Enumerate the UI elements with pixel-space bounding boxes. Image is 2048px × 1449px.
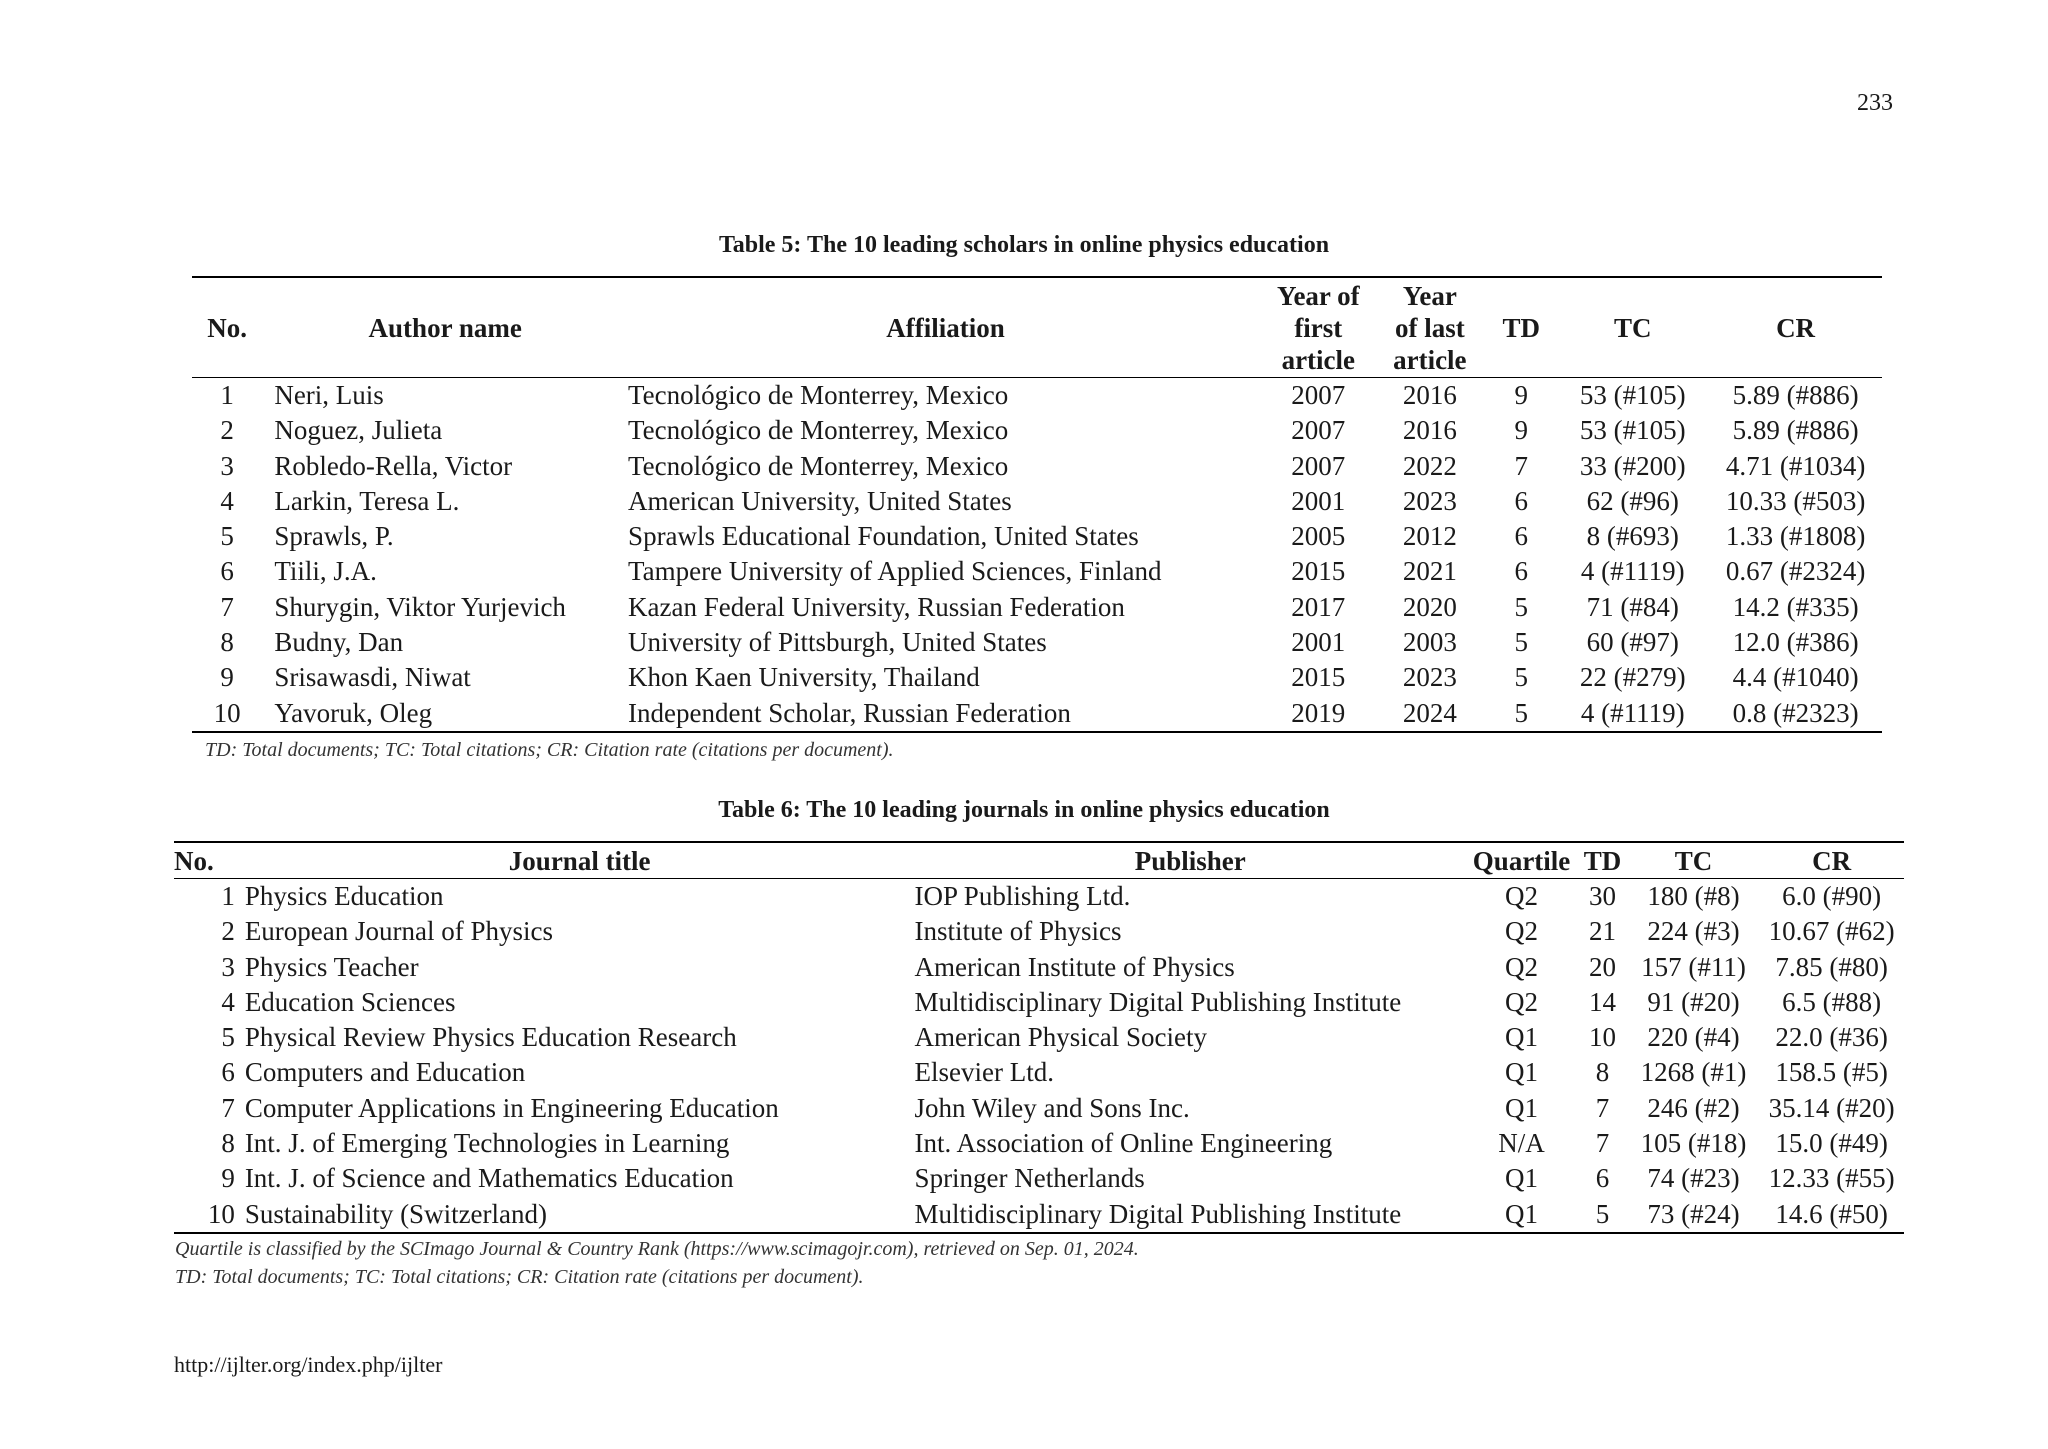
cell-year-last: 2012 — [1402, 521, 1457, 552]
table6-note-abbreviations: TD: Total documents; TC: Total citations; CR: Citation rate (citations per document). — [175, 1266, 864, 1288]
cell-td: 5 — [1595, 1198, 1610, 1229]
table-row — [192, 554, 1882, 589]
cell-tc: 4 (#1119) — [1580, 556, 1685, 587]
cell-journal-title: Computer Applications in Engineering Education — [244, 1092, 779, 1123]
cell-cr: 7.85 (#80) — [1775, 951, 1888, 982]
cell-td: 6 — [1595, 1163, 1610, 1194]
cell-cr: 14.2 (#335) — [1732, 591, 1859, 622]
cell-affiliation: Tecnológico de Monterrey, Mexico — [628, 415, 1009, 446]
cell-quartile: Q1 — [1505, 1163, 1539, 1194]
table-row — [192, 660, 1882, 695]
header-cr: CR — [1709, 277, 1882, 378]
cell-cr: 6.0 (#90) — [1782, 881, 1882, 911]
cell-author-name: Budny, Dan — [274, 627, 404, 658]
cell-no: 9 — [221, 1163, 235, 1194]
cell-no: 9 — [220, 662, 234, 693]
header-td: TD — [1486, 277, 1556, 378]
cell-no: 3 — [220, 450, 234, 481]
cell-cr: 10.33 (#503) — [1725, 485, 1866, 516]
cell-year-first: 2017 — [1291, 591, 1346, 622]
cell-td: 7 — [1595, 1092, 1610, 1123]
cell-no: 7 — [220, 591, 234, 622]
cell-publisher: Institute of Physics — [914, 916, 1122, 947]
cell-journal-title: Physical Review Physics Education Research — [244, 1022, 737, 1053]
table-row — [174, 879, 1904, 915]
cell-tc: 91 (#20) — [1647, 986, 1740, 1017]
cell-author-name: Tiili, J.A. — [274, 556, 377, 587]
table-row — [174, 1055, 1904, 1090]
cell-td: 5 — [1514, 591, 1528, 622]
cell-no: 1 — [220, 380, 234, 410]
cell-tc: 33 (#200) — [1579, 450, 1686, 481]
table-row — [174, 950, 1904, 985]
table-row — [174, 914, 1904, 949]
header-year-last-article — [1374, 277, 1487, 378]
cell-no: 5 — [221, 1022, 235, 1053]
cell-year-last: 2016 — [1402, 380, 1457, 410]
cell-td: 21 — [1588, 916, 1616, 947]
table-row — [174, 1020, 1904, 1055]
cell-affiliation: University of Pittsburgh, United States — [628, 627, 1047, 658]
cell-tc: 4 (#1119) — [1580, 697, 1685, 728]
cell-td: 7 — [1595, 1128, 1610, 1159]
cell-cr: 22.0 (#36) — [1775, 1022, 1888, 1053]
header-year-first-line2: first — [1294, 312, 1343, 343]
cell-tc: 53 (#105) — [1579, 415, 1686, 446]
cell-no: 1 — [221, 881, 235, 911]
header-affiliation: Affiliation — [628, 277, 1263, 378]
cell-cr: 0.67 (#2324) — [1725, 556, 1866, 587]
cell-td: 14 — [1588, 986, 1616, 1017]
cell-td: 10 — [1588, 1022, 1616, 1053]
cell-author-name: Shurygin, Viktor Yurjevich — [274, 591, 566, 622]
table6-body — [174, 879, 1904, 1233]
cell-publisher: John Wiley and Sons Inc. — [914, 1092, 1190, 1123]
cell-td: 5 — [1514, 627, 1528, 658]
cell-quartile: Q2 — [1505, 916, 1539, 947]
cell-year-first: 2015 — [1291, 556, 1346, 587]
header-journal-title: Journal title — [245, 842, 915, 879]
header-publisher: Publisher — [915, 842, 1466, 879]
cell-no: 8 — [221, 1128, 235, 1159]
cell-td: 8 — [1595, 1057, 1610, 1088]
cell-cr: 0.8 (#2323) — [1732, 697, 1859, 728]
cell-tc: 74 (#23) — [1647, 1163, 1740, 1194]
cell-journal-title: Physics Teacher — [244, 951, 419, 982]
table5-header-row — [192, 277, 1882, 378]
header-quartile: Quartile — [1466, 842, 1577, 879]
cell-publisher: American Physical Society — [914, 1022, 1207, 1053]
cell-author-name: Neri, Luis — [274, 380, 384, 410]
cell-year-last: 2021 — [1402, 556, 1457, 587]
cell-no: 3 — [221, 951, 235, 982]
header-year-first-line1: Year of — [1276, 280, 1360, 311]
cell-year-first: 2019 — [1291, 697, 1346, 728]
cell-td: 7 — [1514, 450, 1528, 481]
cell-no: 6 — [221, 1057, 235, 1088]
cell-quartile: Q1 — [1505, 1022, 1539, 1053]
header-year-last-line1: Year — [1402, 280, 1457, 311]
cell-quartile: Q1 — [1505, 1092, 1539, 1123]
cell-tc: 62 (#96) — [1586, 485, 1679, 516]
cell-no: 5 — [220, 521, 234, 552]
cell-tc: 224 (#3) — [1647, 916, 1740, 947]
table-row — [192, 484, 1882, 519]
cell-tc: 60 (#97) — [1586, 627, 1679, 658]
cell-td: 9 — [1514, 415, 1528, 446]
header-tc: TC — [1556, 277, 1709, 378]
cell-tc: 220 (#4) — [1647, 1022, 1740, 1053]
cell-author-name: Noguez, Julieta — [274, 415, 443, 446]
cell-cr: 10.67 (#62) — [1768, 916, 1895, 947]
table-row — [174, 1091, 1904, 1126]
table-row — [192, 590, 1882, 625]
cell-quartile: N/A — [1498, 1128, 1545, 1159]
cell-no: 4 — [220, 485, 234, 516]
cell-tc: 105 (#18) — [1640, 1128, 1747, 1159]
cell-cr: 4.71 (#1034) — [1725, 450, 1866, 481]
cell-quartile: Q2 — [1505, 951, 1539, 982]
cell-publisher: Springer Netherlands — [914, 1163, 1145, 1194]
cell-no: 10 — [213, 697, 241, 728]
table5-note: TD: Total documents; TC: Total citations; CR: Citation rate (citations per document). — [205, 739, 894, 761]
cell-cr: 5.89 (#886) — [1732, 380, 1859, 410]
cell-cr: 14.6 (#50) — [1775, 1198, 1888, 1229]
header-year-last-line2: of last — [1394, 312, 1465, 343]
cell-td: 30 — [1588, 881, 1616, 911]
cell-no: 7 — [221, 1092, 235, 1123]
table6-header-row — [174, 842, 1904, 879]
cell-td: 6 — [1514, 521, 1528, 552]
cell-td: 6 — [1514, 556, 1528, 587]
cell-cr: 12.33 (#55) — [1768, 1163, 1895, 1194]
cell-tc: 71 (#84) — [1586, 591, 1679, 622]
cell-tc: 73 (#24) — [1647, 1198, 1740, 1229]
cell-no: 8 — [220, 627, 234, 658]
cell-affiliation: Independent Scholar, Russian Federation — [628, 697, 1071, 728]
cell-td: 20 — [1588, 951, 1616, 982]
header-td: TD — [1577, 842, 1628, 879]
cell-year-first: 2001 — [1291, 627, 1346, 658]
cell-journal-title: Physics Education — [244, 881, 444, 911]
cell-year-last: 2023 — [1402, 485, 1457, 516]
header-author-name: Author name — [262, 277, 628, 378]
header-year-first-article — [1263, 277, 1374, 378]
cell-publisher: Int. Association of Online Engineering — [914, 1128, 1333, 1159]
cell-tc: 180 (#8) — [1647, 881, 1740, 911]
cell-author-name: Sprawls, P. — [274, 521, 394, 552]
cell-journal-title: Int. J. of Science and Mathematics Education — [244, 1163, 734, 1194]
table5-caption: Table 5: The 10 leading scholars in online physics education — [718, 232, 1330, 258]
cell-journal-title: Education Sciences — [244, 986, 456, 1017]
cell-cr: 12.0 (#386) — [1732, 627, 1859, 658]
table-row — [192, 413, 1882, 448]
cell-year-first: 2001 — [1291, 485, 1346, 516]
cell-cr: 35.14 (#20) — [1768, 1092, 1895, 1123]
cell-td: 6 — [1514, 485, 1528, 516]
table-row — [192, 696, 1882, 732]
header-no: No. — [174, 842, 245, 879]
cell-author-name: Robledo-Rella, Victor — [274, 450, 513, 481]
cell-publisher: Elsevier Ltd. — [914, 1057, 1055, 1088]
cell-cr: 6.5 (#88) — [1782, 986, 1882, 1017]
table-row — [174, 1126, 1904, 1161]
cell-year-first: 2007 — [1291, 380, 1346, 410]
cell-author-name: Yavoruk, Oleg — [274, 697, 433, 728]
cell-tc: 8 (#693) — [1586, 521, 1679, 552]
cell-td: 5 — [1514, 662, 1528, 693]
cell-quartile: Q2 — [1505, 881, 1539, 911]
header-tc: TC — [1628, 842, 1760, 879]
table-row — [192, 378, 1882, 414]
cell-year-last: 2003 — [1402, 627, 1457, 658]
cell-year-last: 2024 — [1402, 697, 1457, 728]
cell-affiliation: Tecnológico de Monterrey, Mexico — [628, 450, 1009, 481]
cell-year-last: 2020 — [1402, 591, 1457, 622]
header-year-last-line3: article — [1393, 344, 1467, 375]
cell-journal-title: Sustainability (Switzerland) — [244, 1198, 548, 1229]
page-number: 233 — [1857, 90, 1893, 116]
cell-no: 2 — [220, 415, 234, 446]
cell-tc: 246 (#2) — [1647, 1092, 1740, 1123]
cell-tc: 157 (#11) — [1641, 951, 1746, 982]
cell-td: 5 — [1514, 697, 1528, 728]
cell-year-first: 2007 — [1291, 450, 1346, 481]
cell-cr: 4.4 (#1040) — [1732, 662, 1859, 693]
cell-cr: 15.0 (#49) — [1775, 1128, 1888, 1159]
table5-scholars — [192, 276, 1882, 733]
table-row — [174, 1197, 1904, 1233]
cell-cr: 1.33 (#1808) — [1725, 521, 1866, 552]
cell-affiliation: Tampere University of Applied Sciences, Finland — [628, 556, 1162, 587]
cell-tc: 22 (#279) — [1579, 662, 1686, 693]
cell-quartile: Q1 — [1505, 1057, 1539, 1088]
cell-td: 9 — [1514, 380, 1528, 410]
cell-publisher: Multidisciplinary Digital Publishing Institute — [914, 986, 1402, 1017]
cell-affiliation: Tecnológico de Monterrey, Mexico — [628, 380, 1009, 410]
header-cr: CR — [1759, 842, 1904, 879]
cell-year-first: 2005 — [1291, 521, 1346, 552]
cell-author-name: Srisawasdi, Niwat — [274, 662, 471, 693]
cell-year-last: 2023 — [1402, 662, 1457, 693]
table6-caption: Table 6: The 10 leading journals in online physics education — [718, 797, 1330, 823]
cell-year-last: 2016 — [1402, 415, 1457, 446]
cell-quartile: Q1 — [1505, 1198, 1539, 1229]
cell-affiliation: American University, United States — [628, 485, 1012, 516]
cell-publisher: American Institute of Physics — [914, 951, 1235, 982]
cell-no: 4 — [221, 986, 235, 1017]
cell-affiliation: Kazan Federal University, Russian Federation — [628, 591, 1125, 622]
table-row — [192, 449, 1882, 484]
cell-author-name: Larkin, Teresa L. — [274, 485, 460, 516]
table6-note-quartile: Quartile is classified by the SCImago Journal & Country Rank (https://www.scimagojr.com), retrieved on Sep. 01, 2024. — [175, 1238, 1139, 1260]
header-no: No. — [192, 277, 262, 378]
header-year-first-line3: article — [1281, 344, 1356, 375]
cell-journal-title: Computers and Education — [244, 1057, 526, 1088]
table6-journals — [174, 841, 1904, 1234]
cell-journal-title: Int. J. of Emerging Technologies in Learning — [244, 1128, 730, 1159]
cell-journal-title: European Journal of Physics — [244, 916, 554, 947]
table-row — [174, 1161, 1904, 1196]
cell-no: 10 — [207, 1198, 235, 1229]
cell-no: 2 — [221, 916, 235, 947]
cell-no: 6 — [220, 556, 234, 587]
table-row — [192, 625, 1882, 660]
cell-tc: 53 (#105) — [1579, 380, 1686, 410]
cell-affiliation: Sprawls Educational Foundation, United States — [628, 521, 1139, 552]
table5-body — [192, 378, 1882, 732]
cell-cr: 158.5 (#5) — [1775, 1057, 1888, 1088]
cell-cr: 5.89 (#886) — [1732, 415, 1859, 446]
table-row — [174, 985, 1904, 1020]
footer-url: http://ijlter.org/index.php/ijlter — [174, 1352, 443, 1377]
cell-tc: 1268 (#1) — [1640, 1057, 1747, 1088]
cell-quartile: Q2 — [1505, 986, 1539, 1017]
cell-year-first: 2007 — [1291, 415, 1346, 446]
cell-publisher: Multidisciplinary Digital Publishing Institute — [914, 1198, 1402, 1229]
cell-year-last: 2022 — [1402, 450, 1457, 481]
table-row — [192, 519, 1882, 554]
cell-publisher: IOP Publishing Ltd. — [914, 881, 1131, 911]
cell-affiliation: Khon Kaen University, Thailand — [628, 662, 980, 693]
cell-year-first: 2015 — [1291, 662, 1346, 693]
